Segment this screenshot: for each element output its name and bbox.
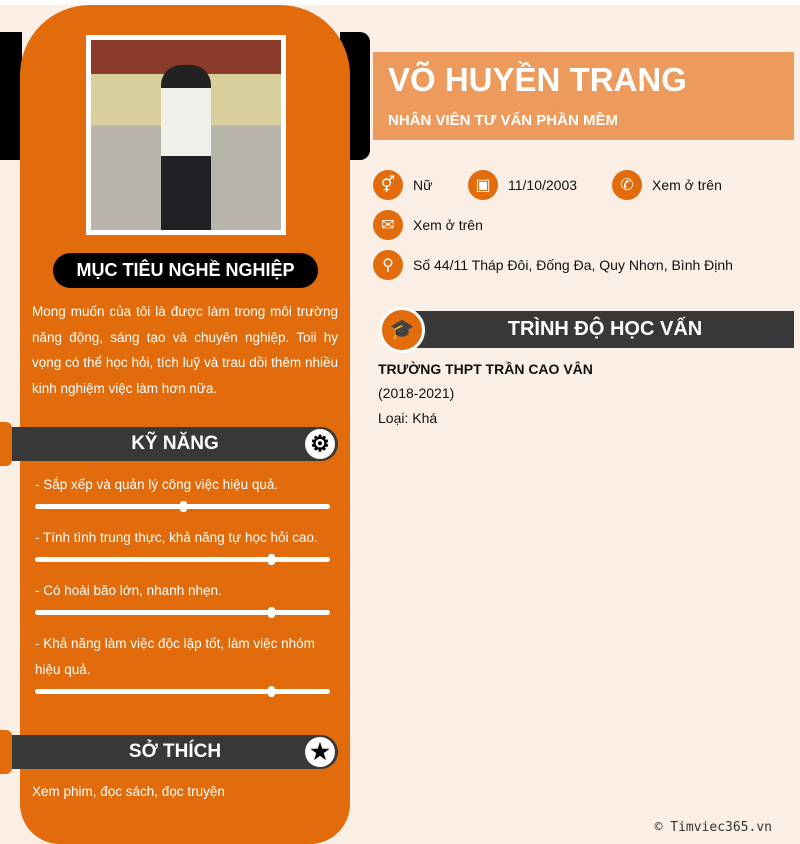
skill-level-handle bbox=[180, 501, 187, 512]
decor-tab-left bbox=[0, 32, 22, 160]
skill-label: - Có hoài bão lớn, nhanh nhẹn. bbox=[35, 583, 222, 598]
education-grade: Loại: Khá bbox=[378, 410, 438, 426]
star-icon: ★ bbox=[305, 737, 335, 767]
birthday-info bbox=[468, 170, 577, 200]
education-period: (2018-2021) bbox=[378, 385, 455, 401]
phone-info bbox=[612, 170, 722, 200]
email-value: Xem ở trên bbox=[413, 217, 483, 233]
address-value: Số 44/11 Tháp Đôi, Đống Đa, Quy Nhơn, Bình Định bbox=[413, 257, 733, 273]
skill-level-bar bbox=[35, 610, 330, 615]
skill-label: - Tính tình trung thực, khả năng tự học hỏi cao. bbox=[35, 530, 318, 545]
skills-header bbox=[12, 427, 338, 461]
skill-label: - Sắp xếp và quản lý công việc hiệu quả. bbox=[35, 477, 279, 492]
skill-level-bar bbox=[35, 557, 330, 562]
decor-nub bbox=[0, 730, 12, 774]
hobbies-text: Xem phim, đọc sách, đọc truyện bbox=[32, 784, 225, 799]
education-title: TRÌNH ĐỘ HỌC VẤN bbox=[408, 311, 794, 348]
hobbies-header bbox=[12, 735, 338, 769]
skills-title: KỸ NĂNG bbox=[131, 433, 219, 454]
graduation-cap-icon: 🎓 bbox=[379, 307, 425, 353]
address-info bbox=[373, 250, 733, 280]
decor-nub bbox=[0, 422, 12, 466]
mail-icon: ✉ bbox=[373, 210, 403, 240]
phone-icon: ✆ bbox=[612, 170, 642, 200]
skill-level-bar bbox=[35, 504, 330, 509]
gear-icon: ⚙ bbox=[305, 429, 335, 459]
gender-info bbox=[373, 170, 432, 200]
skill-level-handle bbox=[268, 554, 275, 565]
hobbies-title: SỞ THÍCH bbox=[128, 741, 222, 762]
gender-icon: ⚥ bbox=[373, 170, 403, 200]
footer-credit: © Timviec365.vn bbox=[654, 820, 772, 835]
job-title: NHÂN VIÊN TƯ VẤN PHẦN MỀM bbox=[388, 112, 618, 129]
objective-title: MỤC TIÊU NGHỀ NGHIỆP bbox=[53, 253, 318, 288]
gender-value: Nữ bbox=[413, 177, 433, 193]
email-info bbox=[373, 210, 483, 240]
location-pin-icon: ⚲ bbox=[373, 250, 403, 280]
skill-level-handle bbox=[268, 607, 275, 618]
skill-label: - Khả năng làm việc độc lập tốt, làm việc nhóm hiệu quả. bbox=[35, 636, 315, 677]
skill-level-handle bbox=[268, 686, 275, 697]
full-name: VÕ HUYỀN TRANG bbox=[388, 61, 687, 98]
name-header bbox=[373, 52, 794, 140]
birthday-value: 11/10/2003 bbox=[508, 177, 578, 193]
school-name: TRƯỜNG THPT TRẦN CAO VÂN bbox=[378, 361, 593, 377]
phone-value: Xem ở trên bbox=[652, 177, 722, 193]
avatar bbox=[86, 35, 286, 235]
calendar-icon: ▣ bbox=[468, 170, 498, 200]
objective-text: Mong muốn của tôi là được làm trong môi trường năng động, sáng tạo và chuyên nghiệp. Toii hy vọng có thể học hỏi, tích luỹ và trau dồi thêm nhiều kinh nghiệm việc làm hơn nữa. bbox=[32, 304, 338, 396]
skill-level-bar bbox=[35, 689, 330, 694]
